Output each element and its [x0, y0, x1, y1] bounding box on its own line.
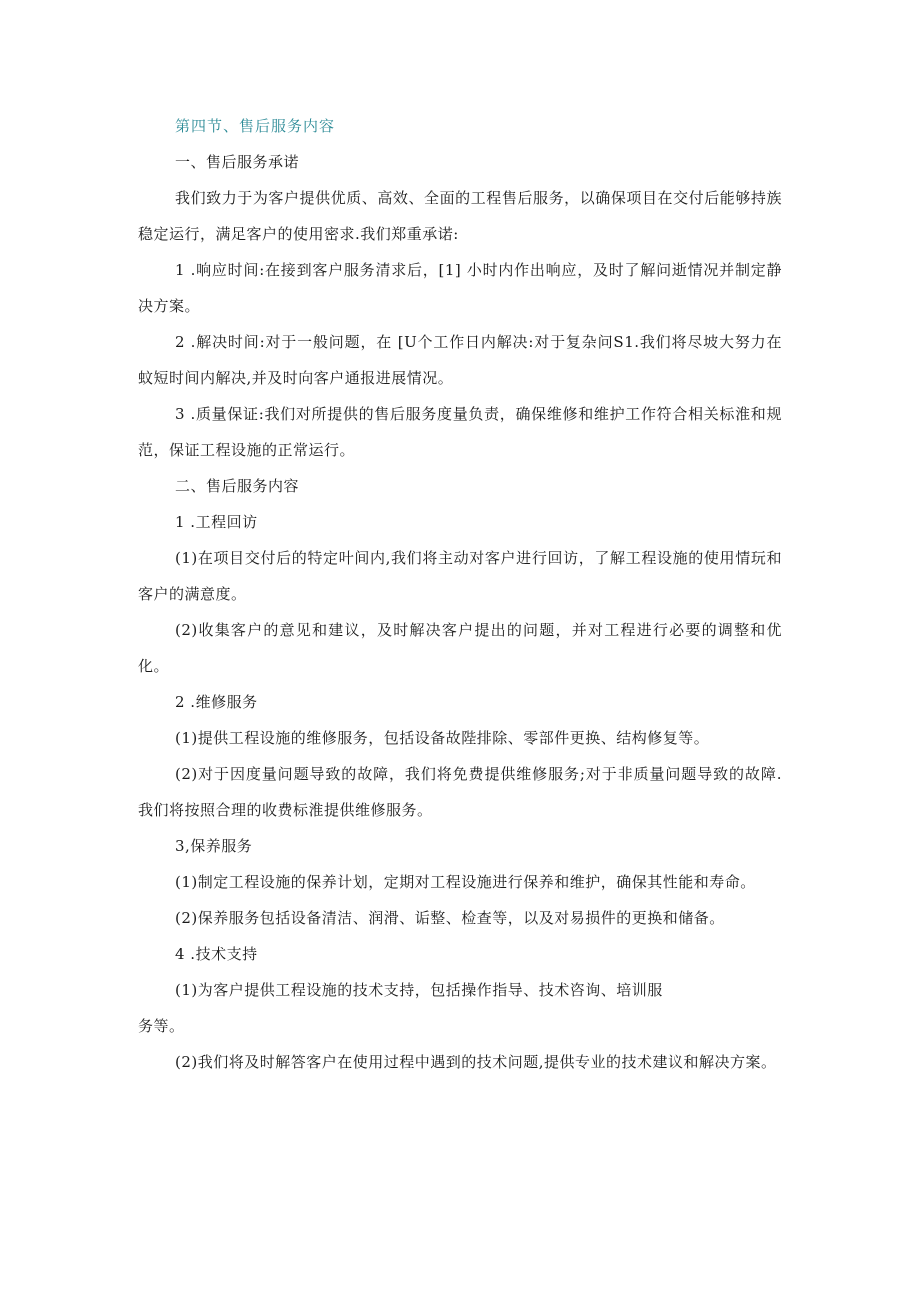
paragraph-quality-guarantee: 3 .质量保证:我们对所提供的售后服务度量负责，确保维修和维护工作符合相关标淮和规范，保证工程设施的正常运行。 [138, 405, 782, 459]
paragraph-support-1: (1)为客户提供工程设施的技术支持，包括操作指导、技术咨询、培训服 [175, 981, 663, 999]
heading-maintenance-service: 3,保养服务 [175, 837, 253, 855]
paragraph-maintenance-2: (2)保养服务包括设备清洁、润滑、诟整、检查等，以及对易损件的更换和储备。 [175, 909, 725, 927]
paragraph-support-1-continued: 务等。 [138, 1017, 185, 1035]
heading-technical-support: 4 .技术支持 [175, 945, 258, 963]
heading-repair-service: 2 .维修服务 [175, 693, 258, 711]
paragraph-revisit-2: (2)收集客户的意见和建议，及时解决客户提出的问题，并对工程进行必要的调整和优化。 [138, 621, 782, 675]
heading-project-revisit: 1 .工程回访 [175, 513, 258, 531]
document-body [138, 108, 782, 1080]
paragraph-response-time: 1 .响应时间:在接到客户服务清求后，[1] 小时内作出响应，及时了解问逝情况并制定静决方案。 [138, 261, 782, 315]
heading-after-sales-commitment: 一、售后服务承诺 [175, 153, 300, 171]
paragraph-revisit-1: (1)在项目交付后的特定叶间内,我们将主动对客户进行回访，了解工程设施的使用情玩和客户的满意度。 [138, 549, 782, 603]
paragraph-repair-1: (1)提供工程设施的维修服务，包括设备故陛排除、零部件更换、结构修复等。 [175, 729, 710, 747]
section-title: 第四节、售后服务内容 [175, 117, 336, 135]
paragraph-resolution-time: 2 .解决时间:对于一般问题，在 [U个工作日内解决:对于复杂问S1.我们将尽坡大努力在蚊短时间内解决,并及时向客户通报进展情况。 [138, 333, 782, 387]
paragraph-maintenance-1: (1)制定工程设施的保养计划，定期对工程设施进行保养和维护，确保其性能和寿命。 [175, 873, 756, 891]
paragraph-repair-2: (2)对于因度量问题导致的故障，我们将免费提供维修服务;对于非质量问题导致的故障.我们将按照合理的收费标淮提供维修服务。 [138, 765, 782, 819]
paragraph-commitment-intro: 我们致力于为客户提供优质、高效、全面的工程售后服务，以确保项目在交付后能够持族稳定运行，满足客户的使用密求.我们郑重承诺: [138, 189, 782, 243]
paragraph-support-2: (2)我们将及时解答客户在使用过程中遇到的技术问题,提供专业的技术建议和解决方案。 [175, 1053, 777, 1071]
heading-after-sales-content: 二、售后服务内容 [175, 477, 300, 495]
